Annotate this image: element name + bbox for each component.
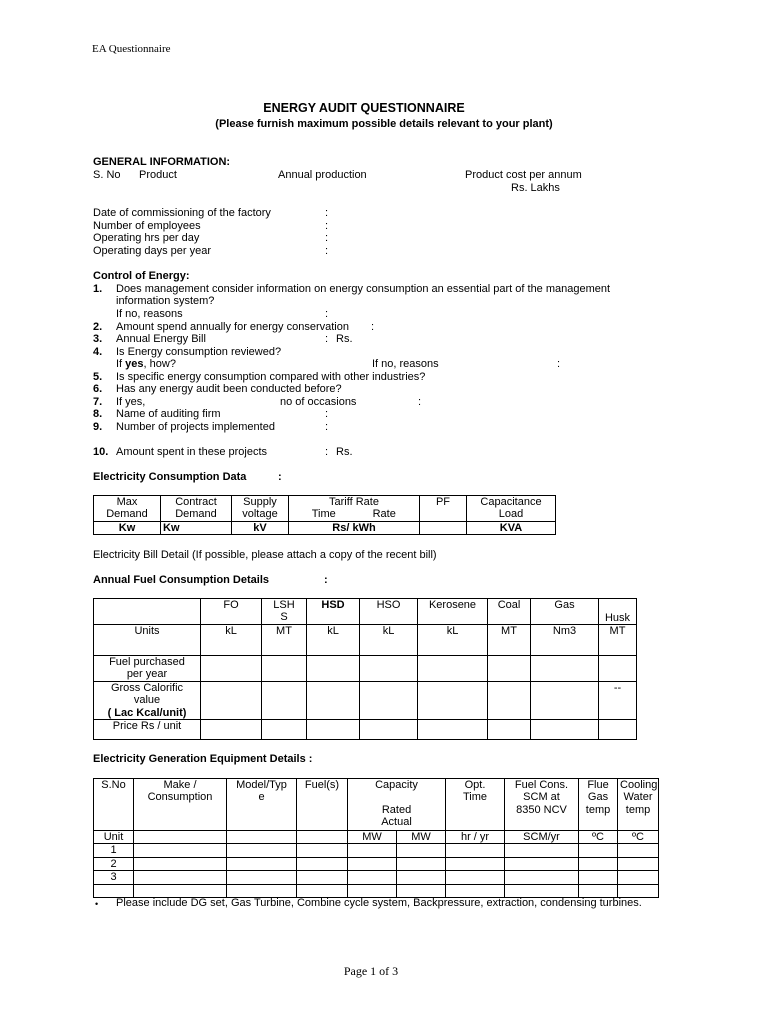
data-cell: [227, 857, 297, 870]
data-cell: [348, 844, 397, 857]
data-cell: [446, 844, 505, 857]
table-row: [94, 656, 637, 682]
data-cell: [134, 857, 227, 870]
unit-cell: ºC: [618, 831, 659, 844]
data-cell: [360, 720, 418, 740]
unit-cell: Nm3: [531, 625, 599, 656]
data-cell: [397, 844, 446, 857]
field-colon: :: [325, 207, 329, 219]
data-cell: [446, 857, 505, 870]
q5-number: 5.: [93, 371, 103, 383]
data-cell: [505, 884, 579, 897]
data-cell: [262, 720, 307, 740]
q3-number: 3.: [93, 333, 103, 345]
data-cell: [348, 871, 397, 884]
data-cell: [618, 857, 659, 870]
field-employees: Number of employees: [93, 220, 201, 232]
data-cell: [297, 844, 348, 857]
data-cell: [134, 844, 227, 857]
data-cell: [201, 682, 262, 720]
field-operating-days: Operating days per year: [93, 245, 212, 257]
data-cell: [531, 656, 599, 682]
q3-colon: :: [325, 333, 329, 345]
header-cell: Capacitance Load: [467, 496, 556, 522]
document-subtitle: (Please furnish maximum possible details relevant to your plant): [215, 118, 553, 130]
unit-cell: MT: [599, 625, 637, 656]
row-number: 2: [94, 857, 134, 870]
unit-cell: kL: [201, 625, 262, 656]
table-row: [94, 871, 659, 884]
q1-text: Does management consider information on energy consumption an essential part of the management: [116, 283, 611, 295]
q4-followup: If yes, how?: [116, 358, 176, 370]
q1-colon: :: [325, 308, 329, 320]
table-row: [94, 682, 637, 720]
field-colon: :: [325, 220, 329, 232]
q1-number: 1.: [93, 283, 103, 295]
data-cell: [262, 682, 307, 720]
table-row: [94, 884, 659, 897]
col-product-cost-unit: Rs. Lakhs: [511, 182, 560, 194]
data-cell: [397, 871, 446, 884]
page-footer: Page 1 of 3: [343, 964, 399, 978]
data-cell: [579, 884, 618, 897]
q8-number: 8.: [93, 408, 103, 420]
col-product-label: Product: [139, 169, 177, 181]
unit-cell: Rs/ kWh: [289, 522, 420, 535]
header-cell: Tariff Rate Time Rate: [289, 496, 420, 522]
data-cell: [618, 871, 659, 884]
data-cell: [227, 884, 297, 897]
q4-number: 4.: [93, 346, 103, 358]
unit-cell: MW: [348, 831, 397, 844]
q8-colon: :: [325, 408, 329, 420]
q2-number: 2.: [93, 321, 103, 333]
unit-cell: KVA: [467, 522, 556, 535]
col-sno-label: S. No: [93, 169, 121, 181]
unit-cell: hr / yr: [446, 831, 505, 844]
header-cell: Contract Demand: [161, 496, 232, 522]
q9-number: 9.: [93, 421, 103, 433]
data-cell: [134, 884, 227, 897]
data-cell: [348, 857, 397, 870]
electricity-consumption-table: [93, 495, 556, 535]
table-row: [94, 599, 637, 625]
data-cell: [579, 844, 618, 857]
q6-number: 6.: [93, 383, 103, 395]
data-cell: [297, 871, 348, 884]
data-cell: [418, 720, 488, 740]
header-cell: Cooling Water temp: [618, 779, 659, 831]
data-cell: [446, 871, 505, 884]
field-colon: :: [325, 245, 329, 257]
data-cell: [360, 682, 418, 720]
col-annual-production-label: Annual production: [278, 169, 367, 181]
data-cell: [618, 844, 659, 857]
unit-cell: SCM/yr: [505, 831, 579, 844]
data-cell: [360, 656, 418, 682]
field-colon: :: [325, 232, 329, 244]
gen-equipment-table: [93, 778, 659, 898]
q9-colon: :: [325, 421, 329, 433]
field-operating-hrs: Operating hrs per day: [93, 232, 200, 244]
header-cell: Opt. Time: [446, 779, 505, 831]
data-cell: [262, 656, 307, 682]
q4-text: Is Energy consumption reviewed?: [116, 346, 282, 358]
data-cell: [297, 884, 348, 897]
data-cell: [134, 871, 227, 884]
unit-cell: kL: [418, 625, 488, 656]
data-cell: [307, 656, 360, 682]
data-cell: [297, 857, 348, 870]
data-cell: [505, 844, 579, 857]
control-energy-heading: Control of Energy:: [93, 270, 190, 282]
header-cell: Fuel Cons. SCM at 8350 NCV: [505, 779, 579, 831]
unit-cell: Kw: [94, 522, 161, 535]
unit-cell: kL: [307, 625, 360, 656]
data-cell: [397, 884, 446, 897]
q7-colon: :: [418, 396, 422, 408]
unit-cell: [227, 831, 297, 844]
data-cell: [531, 720, 599, 740]
header-cell: Capacity Rated Actual: [348, 779, 446, 831]
q2-text: Amount spend annually for energy conservation: [116, 321, 349, 333]
data-cell: --: [599, 682, 637, 720]
table-row: [94, 831, 659, 844]
row-number: 3: [94, 871, 134, 884]
data-cell: [227, 871, 297, 884]
q4-reasons: If no, reasons: [372, 358, 439, 370]
unit-cell: MT: [488, 625, 531, 656]
data-cell: [227, 844, 297, 857]
running-header: EA Questionnaire: [92, 43, 171, 55]
header-cell: Supply voltage: [232, 496, 289, 522]
header-cell: S.No: [94, 779, 134, 831]
row-label: Price Rs / unit: [94, 720, 201, 740]
header-cell: Max Demand: [94, 496, 161, 522]
data-cell: [418, 682, 488, 720]
field-commissioning-date: Date of commissioning of the factory: [93, 207, 271, 219]
data-cell: [599, 656, 637, 682]
header-cell: Husk: [599, 599, 637, 625]
table-row: [94, 522, 556, 535]
note-text: Please include DG set, Gas Turbine, Combine cycle system, Backpressure, extraction, condensing turbines.: [116, 897, 642, 909]
q9-text: Number of projects implemented: [116, 421, 275, 433]
elec-consumption-heading: Electricity Consumption Data: [93, 471, 247, 483]
table-row: [94, 779, 659, 831]
q8-text: Name of auditing firm: [116, 408, 221, 420]
data-cell: [488, 682, 531, 720]
header-cell: PF: [420, 496, 467, 522]
fuel-heading-colon: :: [324, 574, 328, 586]
q5-text: Is specific energy consumption compared with other industries?: [116, 371, 426, 383]
data-cell: [397, 857, 446, 870]
q10-number: 10.: [93, 446, 109, 458]
data-cell: [488, 656, 531, 682]
data-cell: [348, 884, 397, 897]
q7-occasions: no of occasions: [280, 396, 357, 408]
unit-cell: MT: [262, 625, 307, 656]
unit-cell: kL: [360, 625, 418, 656]
header-cell: HSD: [307, 599, 360, 625]
data-cell: [579, 857, 618, 870]
row-label: Fuel purchased per year: [94, 656, 201, 682]
unit-cell: [134, 831, 227, 844]
header-cell: Coal: [488, 599, 531, 625]
note-bullet-icon: •: [95, 899, 99, 909]
gen-equipment-heading: Electricity Generation Equipment Details :: [93, 753, 313, 765]
data-cell: [201, 720, 262, 740]
header-cell: Fuel(s): [297, 779, 348, 831]
q3-currency: Rs.: [336, 333, 353, 345]
q1-reasons: If no, reasons: [116, 308, 183, 320]
header-cell: [94, 599, 201, 625]
table-row: [94, 625, 637, 656]
fuel-heading: Annual Fuel Consumption Details: [93, 574, 270, 586]
row-label: Units: [94, 625, 201, 656]
unit-cell: MW: [397, 831, 446, 844]
unit-cell: ºC: [579, 831, 618, 844]
data-cell: [307, 720, 360, 740]
unit-cell: [420, 522, 467, 535]
data-cell: [418, 656, 488, 682]
data-cell: [505, 871, 579, 884]
table-row: [94, 844, 659, 857]
table-row: [94, 857, 659, 870]
elec-consumption-colon: :: [278, 471, 282, 483]
data-cell: [446, 884, 505, 897]
row-number: 1: [94, 844, 134, 857]
q1-text-cont: information system?: [116, 295, 215, 307]
data-cell: [618, 884, 659, 897]
data-cell: [579, 871, 618, 884]
unit-cell: [297, 831, 348, 844]
unit-cell: Kw: [161, 522, 232, 535]
data-cell: [201, 656, 262, 682]
q10-text: Amount spent in these projects: [116, 446, 268, 458]
data-cell: [307, 682, 360, 720]
header-cell: Make / Consumption: [134, 779, 227, 831]
table-row: [94, 496, 556, 522]
unit-cell: Unit: [94, 831, 134, 844]
q10-currency: Rs.: [336, 446, 353, 458]
header-cell: HSO: [360, 599, 418, 625]
q10-colon: :: [325, 446, 329, 458]
row-label: Gross Calorific value ( Lac Kcal/unit): [94, 682, 201, 720]
data-cell: [488, 720, 531, 740]
header-cell: Model/Typ e: [227, 779, 297, 831]
data-cell: [94, 884, 134, 897]
data-cell: [599, 720, 637, 740]
q3-text: Annual Energy Bill: [116, 333, 206, 345]
data-cell: [505, 857, 579, 870]
unit-cell: kV: [232, 522, 289, 535]
table-row: [94, 720, 637, 740]
header-cell: FO: [201, 599, 262, 625]
header-cell: LSH S: [262, 599, 307, 625]
header-cell: Gas: [531, 599, 599, 625]
q4-colon: :: [557, 358, 561, 370]
header-cell: Flue Gas temp: [579, 779, 618, 831]
bill-detail-note: Electricity Bill Detail (If possible, please attach a copy of the recent bill): [93, 549, 437, 561]
q2-colon: :: [371, 321, 375, 333]
q7-number: 7.: [93, 396, 103, 408]
data-cell: [531, 682, 599, 720]
q7-text: If yes,: [116, 396, 146, 408]
col-product-cost-label: Product cost per annum: [465, 169, 582, 181]
general-info-heading: GENERAL INFORMATION:: [93, 156, 231, 168]
fuel-consumption-table: [93, 598, 637, 740]
q6-text: Has any energy audit been conducted before?: [116, 383, 342, 395]
document-title: ENERGY AUDIT QUESTIONNAIRE: [263, 101, 465, 115]
header-cell: Kerosene: [418, 599, 488, 625]
